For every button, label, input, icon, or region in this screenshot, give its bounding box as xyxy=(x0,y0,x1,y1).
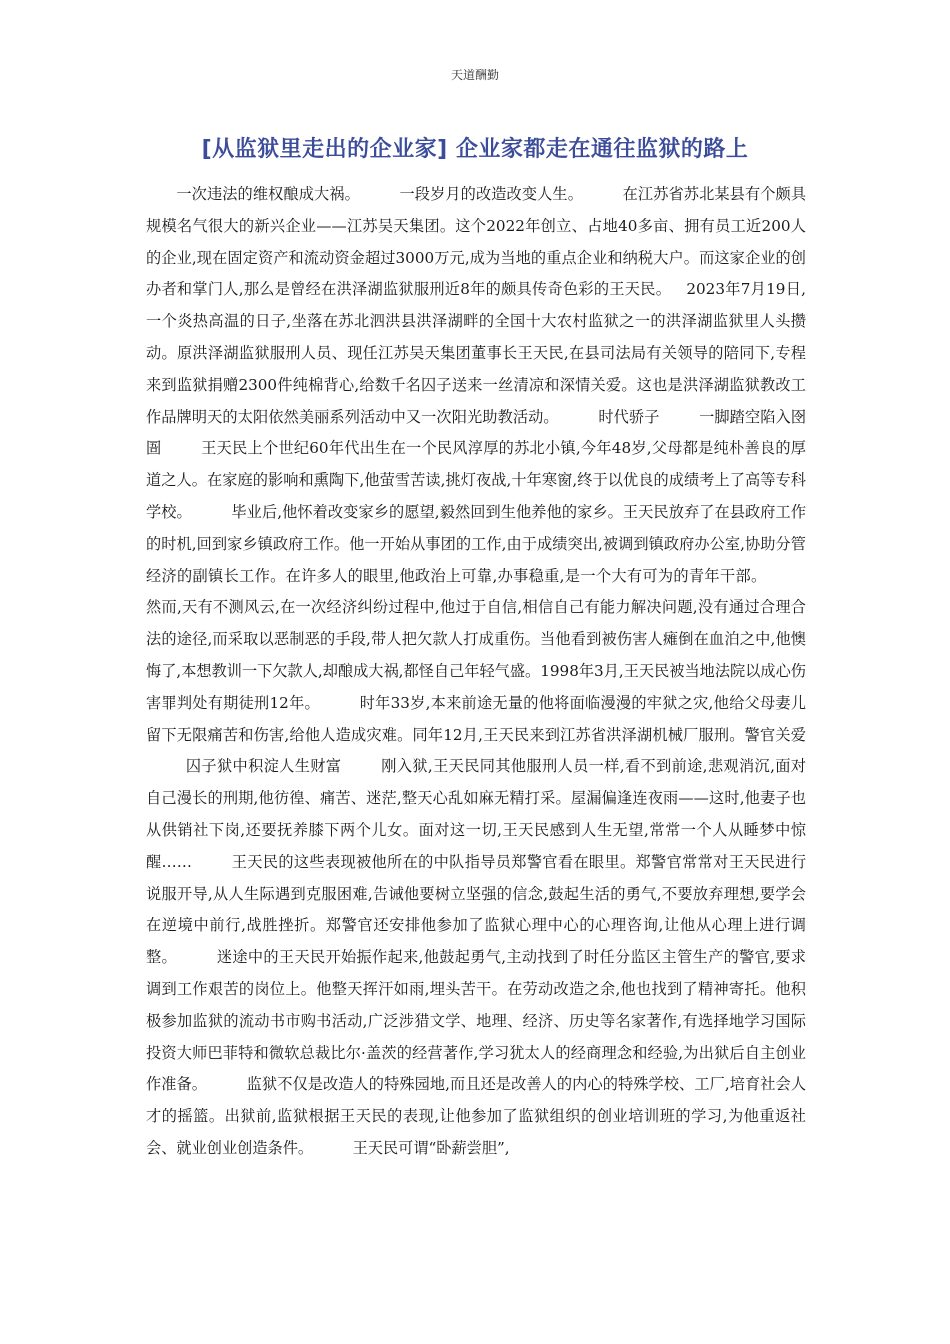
section-heading: 囚子狱中积淀人生财富 xyxy=(185,757,342,776)
article-body xyxy=(146,179,806,1165)
text-segment: 然而,天有不测风云,在一次经济纠纷过程中,他过于自信,相信自己有能力解决问题,没有通过合理合法的途径,而采取以恶制恶的手段,带人把欠款人打成重伤。当他看到被伤害人瘫倒在血泊之中,他懊悔了,本想教训一下欠款人,却酿成大祸,都怪自己年轻气盛。1998年3月,王天民被当地法院以成心伤害罪判处有期徒刑12年。 xyxy=(146,598,806,712)
document-title: [从监狱里走出的企业家] 企业家都走在通往监狱的路上 xyxy=(201,137,749,162)
section-heading: 时代骄子 xyxy=(598,407,660,426)
text-segment: 时年33岁,本来前途无量的他将面临漫漫的牢狱之灾,他给父母妻儿留下无限痛苦和伤害,给他人造成灾难。同年12月,王天民来到江苏省洪泽湖机械厂服刑。警官关爱 xyxy=(146,693,807,744)
text-segment: 刚入狱,王天民同其他服刑人员一样,看不到前途,悲观消沉,面对自己漫长的刑期,他彷徨、痛苦、迷茫,整天心乱如麻无精打采。屋漏偏逢连夜雨——这时,他妻子也从供销社下岗,还要抚养膝下两个儿女。面对这一切,王天民感到人生无望,常常一个人从睡梦中惊醒…… xyxy=(146,757,806,871)
text-segment: 王天民的这些表现被他所在的中队指导员郑警官看在眼里。郑警官常常对王天民进行说服开导,从人生际遇到克服困难,告诫他要树立坚强的信念,鼓起生活的勇气,不要放弃理想,要学会在逆境中前行,战胜挫折。郑警官还安排他参加了监狱心理中心的心理咨询,让他从心理上进行调整。 xyxy=(146,852,807,967)
text-segment: 毕业后,他怀着改变家乡的愿望,毅然回到生他养他的家乡。王天民放弃了在县政府工作的时机,回到家乡镇政府工作。他一开始从事团的工作,由于成绩突出,被调到镇政府办公室,协助分管经济的副镇长工作。在许多人的眼里,他政治上可靠,办事稳重,是一个大有可为的青年干部。 xyxy=(146,502,807,585)
text-segment: 监狱不仅是改造人的特殊园地,而且还是改善人的内心的特殊学校、工厂,培育社会人才的摇篮。出狱前,监狱根据王天民的表现,让他参加了监狱组织的创业培训班的学习,为他重返社会、就业创业创造条件。 xyxy=(146,1075,807,1157)
text-segment: 迷途中的王天民开始振作起来,他鼓起勇气,主动找到了时任分监区主管生产的警官,要求调到工作艰苦的岗位上。他整天挥汗如雨,埋头苦干。在劳动改造之余,他也找到了精神寄托。他积极参加监狱的流动书市购书活动,广泛涉猎文学、地理、经济、历史等名家著作,有选择地学习国际投资大师巴菲特和微软总裁比尔·盖茨的经营著作,学习犹太人的经商理念和经验,为出狱后自主创业作准备。 xyxy=(146,948,807,1094)
text-segment: 王天民可谓“卧薪尝胆”, xyxy=(352,1138,510,1157)
section-heading: 一脚踏空陷入囹圄 xyxy=(146,407,807,458)
text-segment: 一段岁月的改造改变人生。 xyxy=(399,185,584,203)
page-header: 天道酬勤 xyxy=(450,68,499,82)
text-segment: 一次违法的维权酿成大祸。 xyxy=(176,185,360,203)
text-segment: 王天民上个世纪60年代出生在一个民风淳厚的苏北小镇,今年48岁,父母都是纯朴善良的厚道之人。在家庭的影响和熏陶下,他萤雪苦读,挑灯夜战,十年寒窗,终于以优良的成绩考上了高等专科学校。 xyxy=(146,439,806,521)
text-segment: 2023年7月19日,一个炎热高温的日子,坐落在苏北泗洪县洪泽湖畔的全国十大农村监狱之一的洪泽湖监狱里人头攒动。原洪泽湖监狱服刑人员、现任江苏吴天集团董事长王天民,在县司法局有关领导的陪同下,专程来到监狱捐赠2300件纯棉背心,给数千名囚子送来一丝清凉和深情关爱。这也是洪泽湖监狱教改工作品牌明天的太阳依然美丽系列活动中又一次阳光助教活动。 xyxy=(146,280,806,426)
text-segment: 在江苏省苏北某县有个颇具规模名气很大的新兴企业——江苏吴天集团。这个2022年创立、占地40多亩、拥有员工近200人的企业,现在固定资产和流动资金超过3000万元,成为当地的重点企业和纳税大户。而这家企业的创办者和掌门人,那么是曾经在洪泽湖监狱服刑近8年的颇具传奇色彩的王天民。 xyxy=(146,185,807,299)
